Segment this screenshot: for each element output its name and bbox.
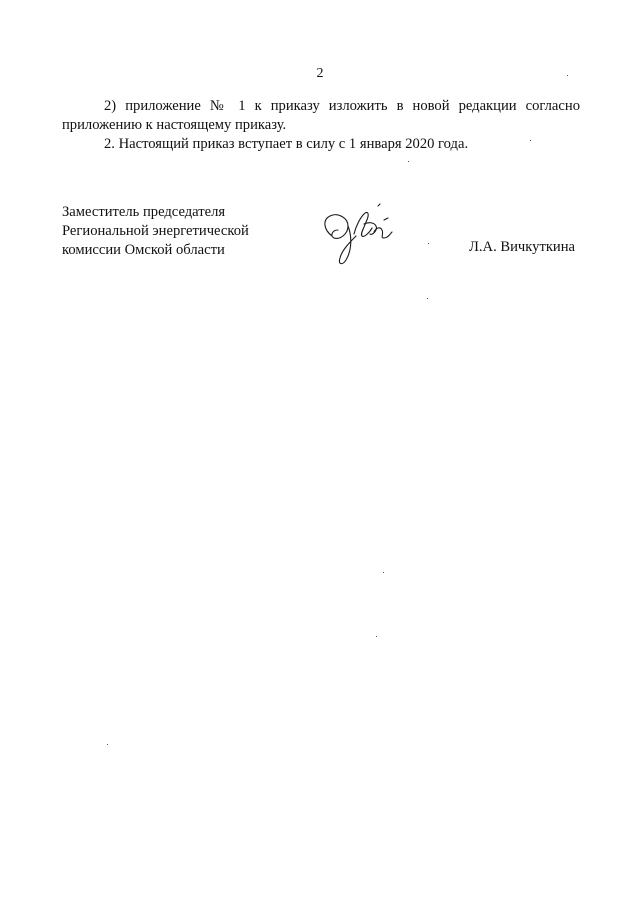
- scan-speck: [107, 744, 108, 745]
- handwritten-signature-icon: [318, 196, 400, 272]
- signatory-name: Л.А. Вичкуткина: [469, 239, 576, 255]
- signatory-title-line-2: Региональной энергетической: [62, 223, 249, 239]
- paragraph-line-1: 2) приложение № 1 к приказу изложить в новой редакции согласно: [104, 98, 580, 114]
- signatory-title: [62, 203, 249, 260]
- scan-speck: [530, 140, 531, 141]
- scan-speck: [428, 243, 429, 244]
- paragraph-annex-amendment: [62, 97, 580, 135]
- scan-speck: [383, 572, 384, 573]
- paragraph-line-2: приложению к настоящему приказу.: [62, 117, 287, 133]
- signatory-title-line-1: Заместитель председателя: [62, 204, 226, 220]
- scan-speck: [408, 161, 409, 162]
- scan-speck: [376, 636, 377, 637]
- paragraph-effective-date: 2. Настоящий приказ вступает в силу с 1 января 2020 года.: [104, 136, 469, 152]
- scan-speck: [567, 75, 568, 76]
- page-number: 2: [316, 66, 324, 81]
- scan-speck: [427, 298, 428, 299]
- signatory-title-line-3: комиссии Омской области: [62, 242, 225, 258]
